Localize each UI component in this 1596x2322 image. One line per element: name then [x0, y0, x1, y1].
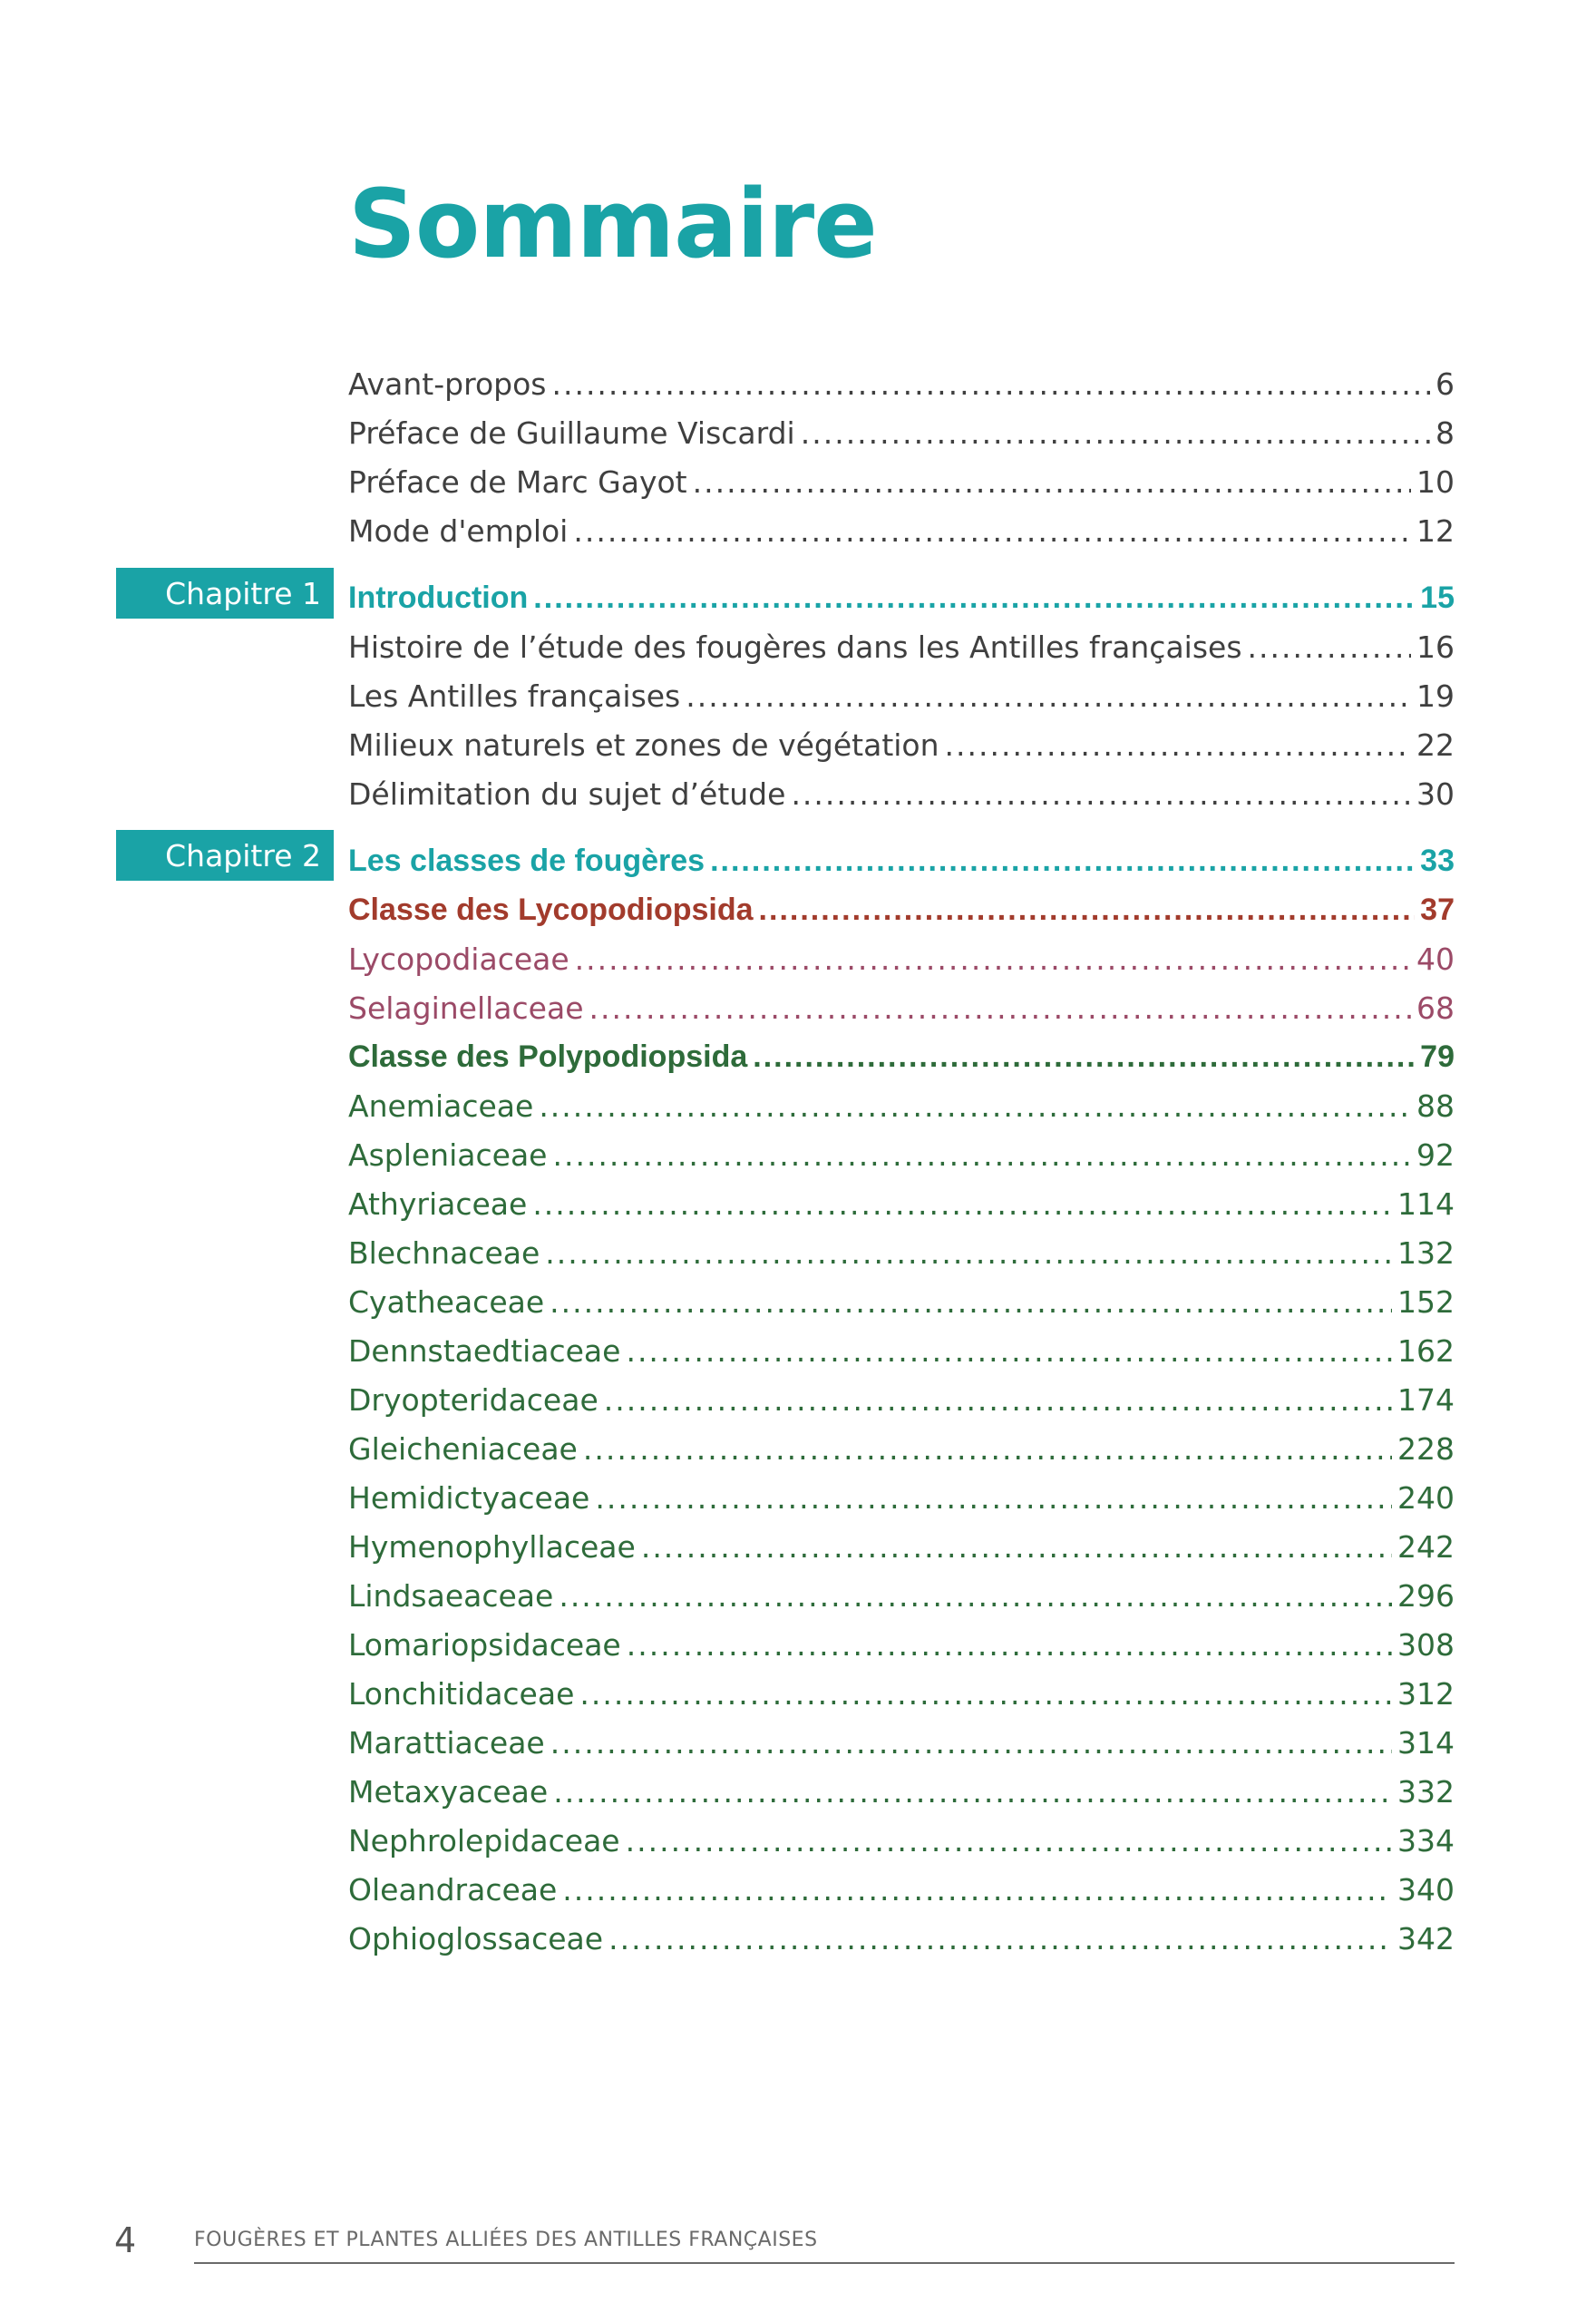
toc-entry-aspleniaceae[interactable]: Aspleniaceae ..... 92	[348, 1125, 1455, 1174]
toc-entry-dennstaedtiaceae[interactable]: Dennstaedtiaceae ..... 162	[348, 1321, 1455, 1370]
toc-entry-marattiaceae[interactable]: Marattiaceae ..... 314	[348, 1712, 1455, 1761]
toc-entry-avant-propos[interactable]: Avant-propos ..... 6	[348, 354, 1455, 403]
toc-entry-anemiaceae[interactable]: Anemiaceae ..... 88	[348, 1076, 1455, 1125]
toc-entry-classe-polypodiopsida[interactable]: Classe des Polypodiopsida ..... 79	[348, 1027, 1455, 1076]
toc-entry-milieux[interactable]: Milieux naturels et zones de végétation ..... 22	[348, 715, 1455, 764]
toc-entry-classe-lycopodiopsida[interactable]: Classe des Lycopodiopsida ..... 37	[348, 880, 1455, 929]
chapter-2-tab: Chapitre 2	[116, 830, 334, 881]
page-title: Sommaire	[348, 169, 877, 279]
toc-entry-introduction[interactable]: Introduction ..... 15	[348, 568, 1455, 617]
toc-entry-nephrolepidaceae[interactable]: Nephrolepidaceae ..... 334	[348, 1810, 1455, 1859]
toc-entry-histoire[interactable]: Histoire de l’étude des fougères dans les Antilles françaises ..... 16	[348, 617, 1455, 666]
toc-entry-selaginellaceae[interactable]: Selaginellaceae ..... 68	[348, 978, 1455, 1027]
toc-entry-hemidictyaceae[interactable]: Hemidictyaceae ..... 240	[348, 1468, 1455, 1517]
toc-entry-lonchitidaceae[interactable]: Lonchitidaceae ..... 312	[348, 1663, 1455, 1712]
toc-entry-classes-fougeres[interactable]: Les classes de fougères ..... 33	[348, 831, 1455, 880]
footer-rule	[194, 2262, 1455, 2264]
toc-entry-metaxyaceae[interactable]: Metaxyaceae ..... 332	[348, 1761, 1455, 1810]
toc-entry-lomariopsidaceae[interactable]: Lomariopsidaceae ..... 308	[348, 1615, 1455, 1663]
chapter-1-tab: Chapitre 1	[116, 568, 334, 619]
toc-entry-gleicheniaceae[interactable]: Gleicheniaceae ..... 228	[348, 1419, 1455, 1468]
toc-entry-mode-emploi[interactable]: Mode d'emploi ..... 12	[348, 501, 1455, 550]
footer-running-title: FOUGÈRES ET PLANTES ALLIÉES DES ANTILLES FRANÇAISES	[194, 2229, 818, 2251]
toc-entry-delimitation[interactable]: Délimitation du sujet d’étude ..... 30	[348, 764, 1455, 813]
toc-entry-lindsaeaceae[interactable]: Lindsaeaceae ..... 296	[348, 1566, 1455, 1615]
toc-entry-cyatheaceae[interactable]: Cyatheaceae ..... 152	[348, 1272, 1455, 1321]
toc-entry-oleandraceae[interactable]: Oleandraceae ..... 340	[348, 1859, 1455, 1908]
toc-entry-athyriaceae[interactable]: Athyriaceae ..... 114	[348, 1174, 1455, 1223]
toc-entry-blechnaceae[interactable]: Blechnaceae ..... 132	[348, 1223, 1455, 1272]
toc-entry-hymenophyllaceae[interactable]: Hymenophyllaceae ..... 242	[348, 1517, 1455, 1566]
toc-entry-preface-viscardi[interactable]: Préface de Guillaume Viscardi ..... 8	[348, 403, 1455, 452]
footer-page-number: 4	[114, 2220, 137, 2260]
toc-entry-ophioglossaceae[interactable]: Ophioglossaceae ..... 342	[348, 1908, 1455, 1957]
toc-entry-dryopteridaceae[interactable]: Dryopteridaceae ..... 174	[348, 1370, 1455, 1419]
toc-entry-preface-gayot[interactable]: Préface de Marc Gayot ..... 10	[348, 452, 1455, 501]
toc-entry-antilles[interactable]: Les Antilles françaises ..... 19	[348, 666, 1455, 715]
toc-entry-lycopodiaceae[interactable]: Lycopodiaceae ..... 40	[348, 929, 1455, 978]
